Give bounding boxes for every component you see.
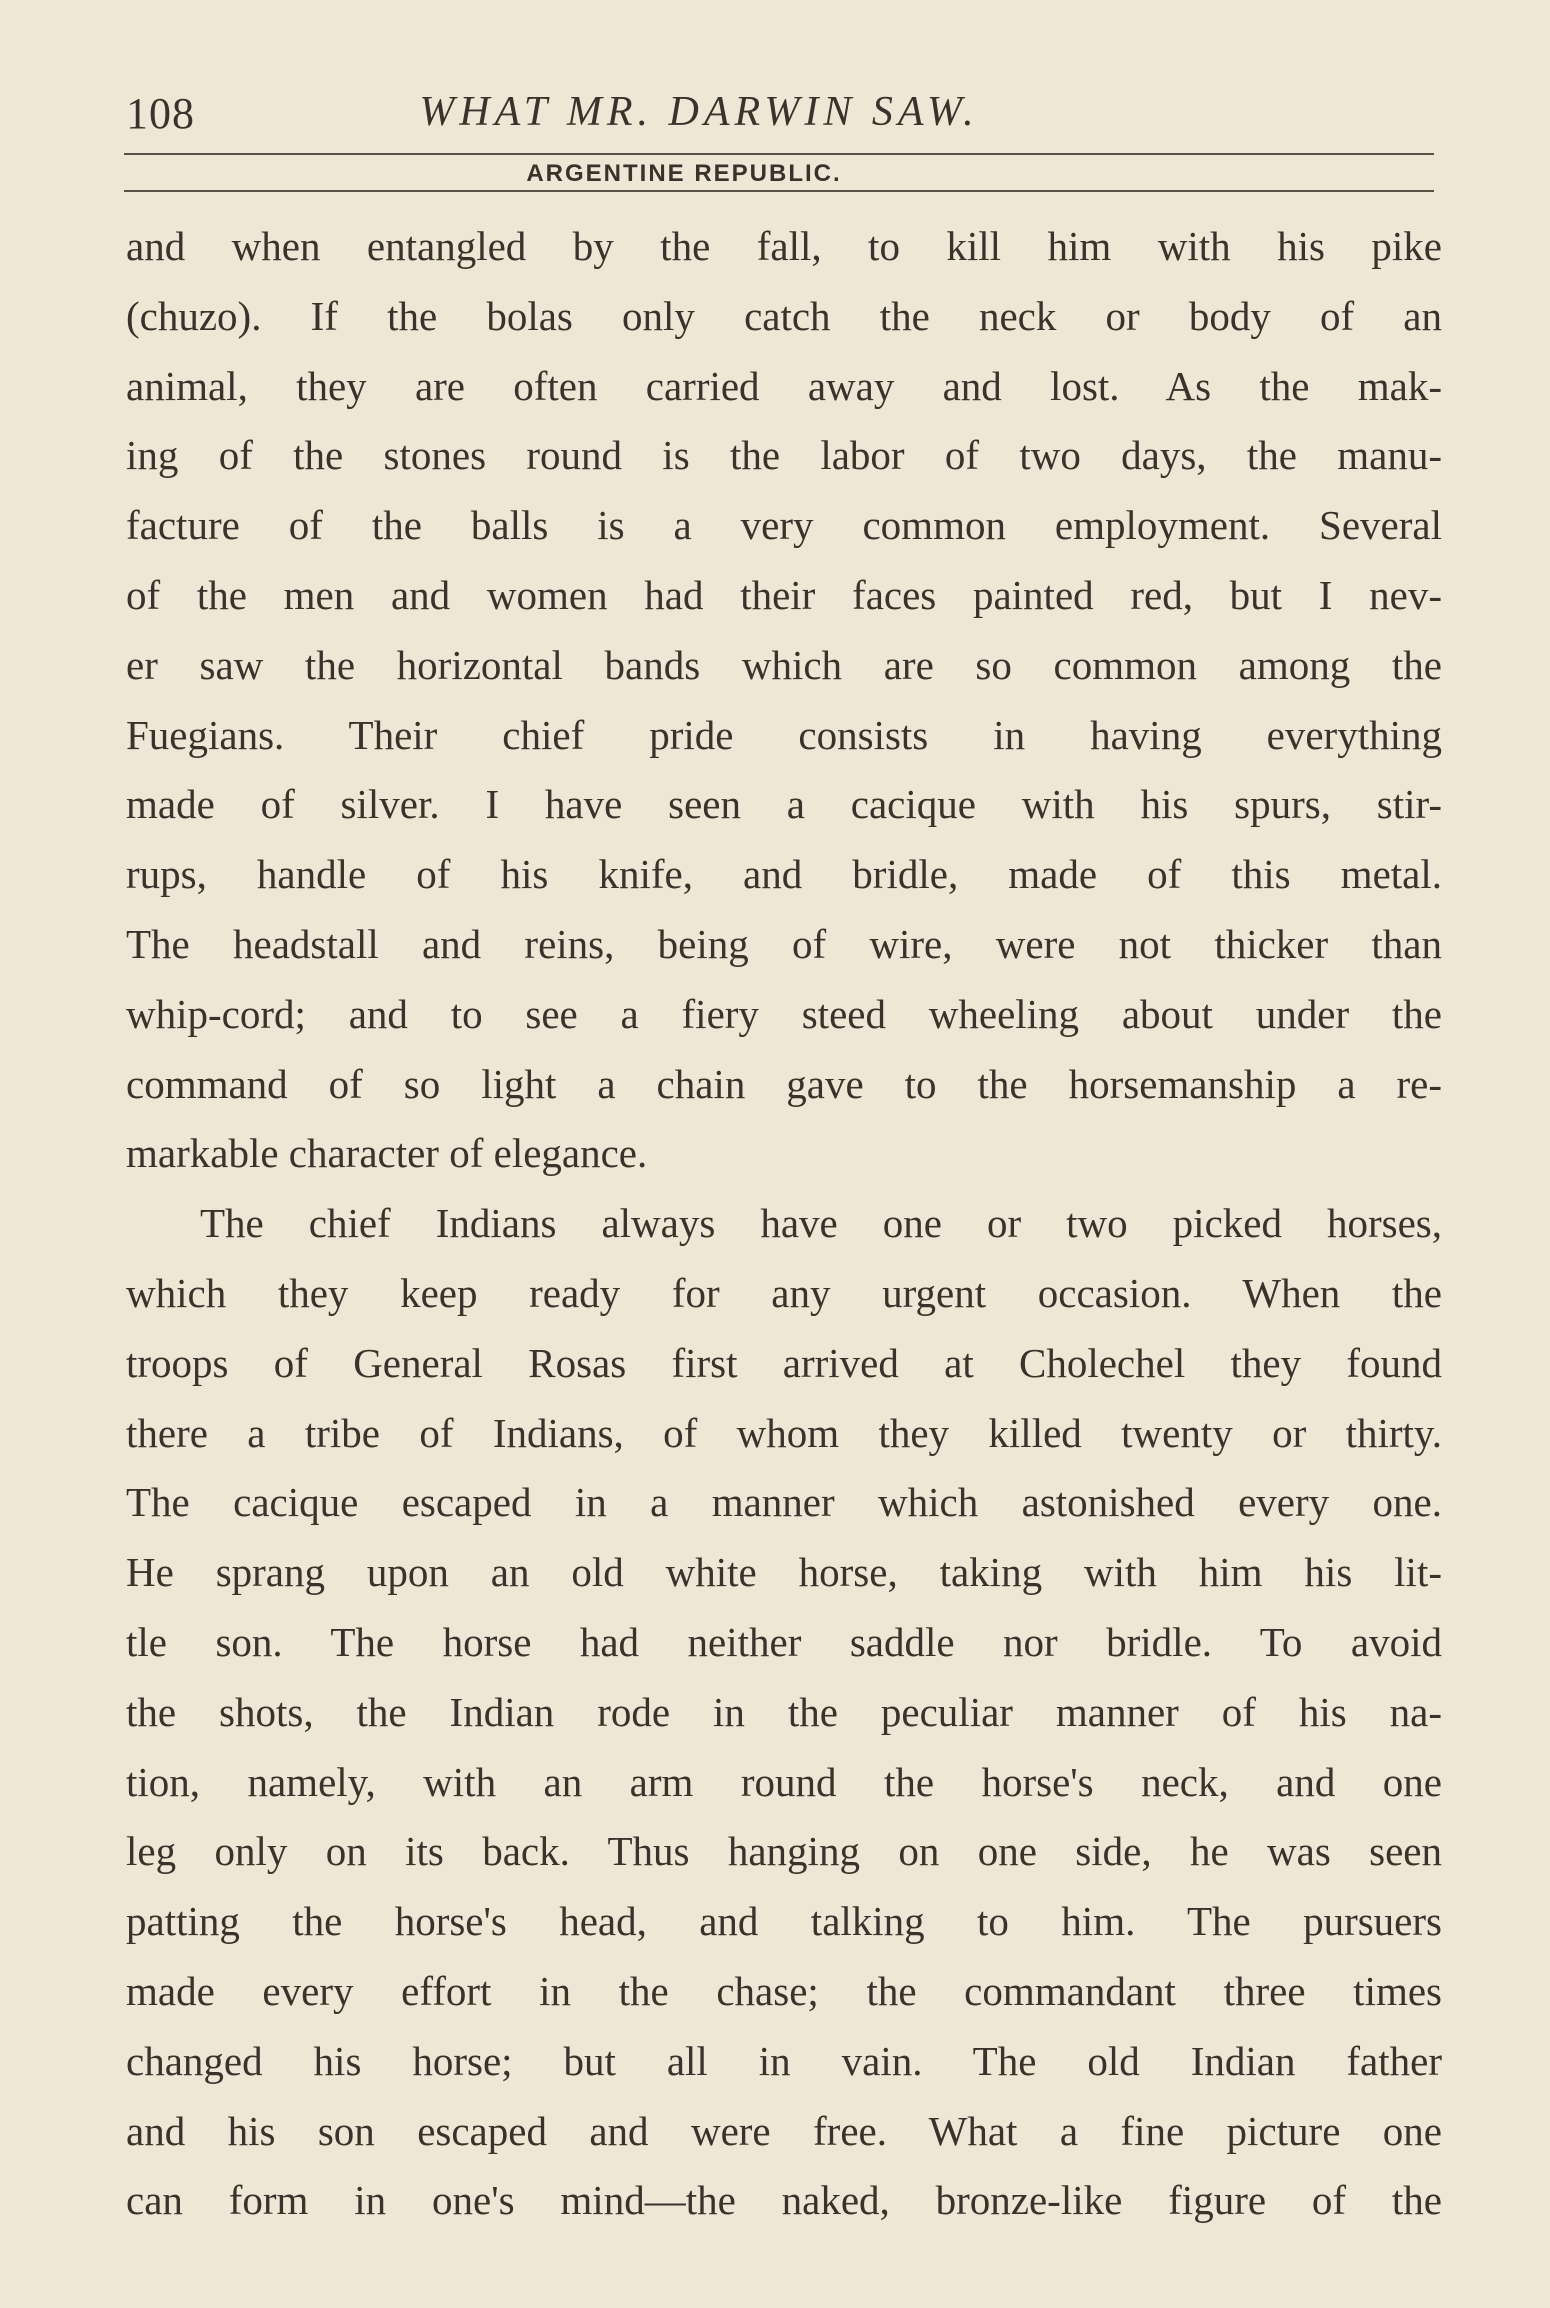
text-line: command of so light a chain gave to the horsemanship a re- (126, 1060, 1442, 1107)
text-line: made every effort in the chase; the commandant three times (126, 1967, 1442, 2014)
text-line: tion, namely, with an arm round the horse's neck, and one (126, 1758, 1442, 1805)
text-line: Fuegians. Their chief pride consists in having everything (126, 711, 1442, 758)
text-line: troops of General Rosas first arrived at Cholechel they found (126, 1339, 1442, 1386)
text-line: animal, they are often carried away and lost. As the mak- (126, 362, 1442, 409)
text-line: (chuzo). If the bolas only catch the neck or body of an (126, 292, 1442, 339)
text-line: whip-cord; and to see a fiery steed wheeling about under the (126, 990, 1442, 1037)
text-line: He sprang upon an old white horse, taking with him his lit- (126, 1549, 1442, 1596)
body-text (126, 212, 1442, 2236)
paragraph-first-line: The chief Indians always have one or two picked horses, (200, 1200, 1442, 1247)
text-line: and his son escaped and were free. What a fine picture one (126, 2107, 1442, 2154)
text-line: er saw the horizontal bands which are so common among the (126, 641, 1442, 688)
page-number: 108 (126, 89, 195, 138)
text-line: facture of the balls is a very common employment. Several (126, 502, 1442, 549)
text-line: the shots, the Indian rode in the peculiar manner of his na- (126, 1688, 1442, 1735)
section-title: ARGENTINE REPUBLIC. (526, 160, 842, 187)
text-line: of the men and women had their faces painted red, but I nev- (126, 571, 1442, 618)
paragraph-end-line: markable character of elegance. (126, 1130, 648, 1177)
header-rule-top (124, 153, 1434, 155)
text-line: changed his horse; but all in vain. The old Indian father (126, 2037, 1442, 2084)
text-line: The headstall and reins, being of wire, were not thicker than (126, 920, 1442, 967)
text-line: made of silver. I have seen a cacique with his spurs, stir- (126, 781, 1442, 828)
text-line: and when entangled by the fall, to kill him with his pike (126, 223, 1442, 269)
text-line: can form in one's mind—the naked, bronze-like figure of the (126, 2177, 1442, 2224)
header-rule-bottom (124, 190, 1434, 192)
text-line: The cacique escaped in a manner which astonished every one. (126, 1479, 1442, 1526)
text-line: tle son. The horse had neither saddle nor bridle. To avoid (126, 1618, 1442, 1665)
text-line: leg only on its back. Thus hanging on one side, he was seen (126, 1828, 1442, 1875)
text-line: which they keep ready for any urgent occasion. When the (126, 1269, 1442, 1316)
text-line: patting the horse's head, and talking to him. The pursuers (126, 1898, 1442, 1945)
text-line: rups, handle of his knife, and bridle, made of this metal. (126, 851, 1442, 898)
text-line: ing of the stones round is the labor of two days, the manu- (126, 432, 1442, 479)
running-header (124, 80, 1434, 150)
running-title: WHAT MR. DARWIN SAW. (419, 89, 979, 135)
text-line: there a tribe of Indians, of whom they killed twenty or thirty. (126, 1409, 1442, 1456)
